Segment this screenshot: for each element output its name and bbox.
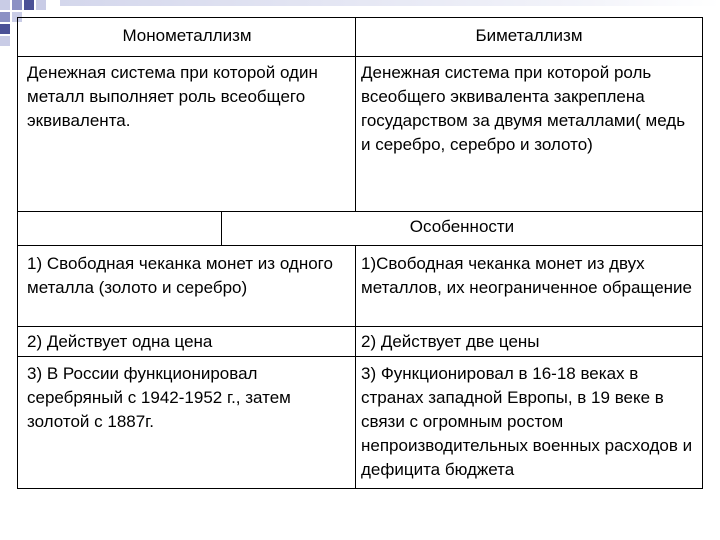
row-divider [18,326,702,327]
definition-monometallism: Денежная система при которой один металл выполняет роль всеобщего эквивалента. [27,63,318,130]
ornament-square [0,24,10,34]
ornament-square [0,36,10,46]
ornament-square [12,0,22,10]
header-monometallism: Монометаллизм [122,26,252,45]
ornament-square [24,0,34,10]
ornament-bar [60,0,720,6]
feature-1-monometallism: 1) Свободная чеканка монет из одного металла (золото и серебро) [27,254,333,297]
definition-bimetallism: Денежная система при которой роль всеобщего эквивалента закреплена государством за двумя металлами( медь и серебро, серебро и золото) [361,63,686,154]
row-divider [18,245,702,246]
row-divider [18,356,702,357]
feature-1-bimetallism: 1)Свободная чеканка монет из двух металлов, их неограниченное обращение [361,254,693,297]
comparison-table [17,17,703,489]
feature-3-bimetallism: 3) Функционировал в 16-18 веках в странах западной Европы, в 19 веке в связи с огромным ростом непроизводительных военных расходов и дефицита бюджета [361,364,693,479]
feature-3-monometallism: 3) В России функционировал серебряный с 1942-1952 г., затем золотой с 1887г. [27,364,291,431]
column-divider [355,18,356,211]
row-divider [18,56,702,57]
column-divider [221,211,222,245]
feature-2-monometallism: 2) Действует одна цена [27,332,213,351]
ornament-square [0,0,10,10]
ornament-square [0,12,10,22]
header-bimetallism: Биметаллизм [475,26,583,45]
ornament-square [36,0,46,10]
column-divider [355,245,356,488]
feature-2-bimetallism: 2) Действует две цены [361,332,540,351]
row-divider [18,211,702,212]
section-title-features: Особенности [409,217,515,236]
